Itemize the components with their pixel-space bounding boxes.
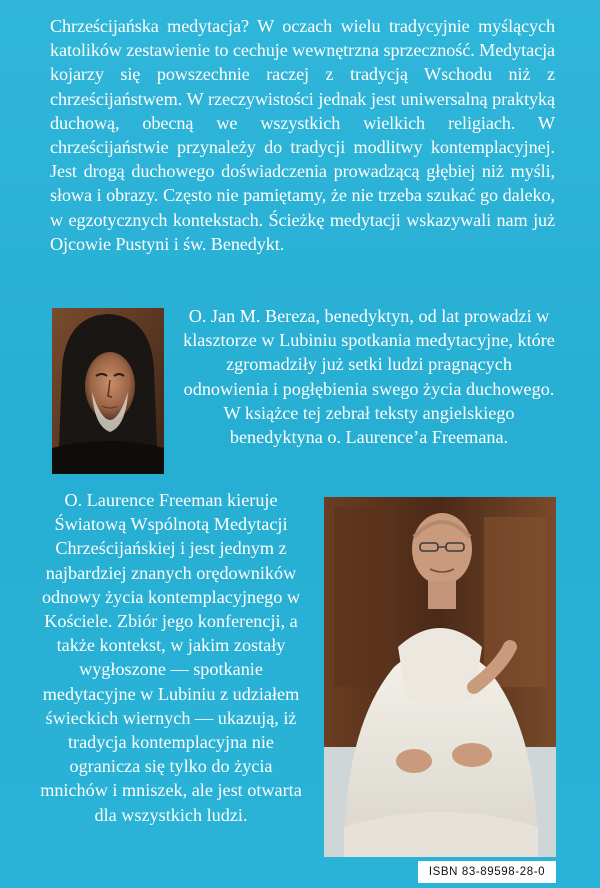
- portrait-image: [52, 308, 164, 474]
- isbn-text: ISBN 83-89598-28-0: [428, 866, 546, 878]
- portrait-jan-bereza: [52, 308, 164, 474]
- isbn-barcode-label: [418, 861, 556, 883]
- bio-jan-bereza: [182, 304, 556, 449]
- bio-laurence-freeman-text: O. Laurence Freeman kieruje Światową Wspólnotą Medytacji Chrześcijańskiej i jest jednym z najbardziej znanych orędowników odnowy życia kontemplacyjnego w Kościele. Zbiór jego konferencji, a także kontekst, w jakim zostały wygłoszone — spotkanie medytacyjne w Lubiniu z udziałem świeckich wiernych — ukazują, iż tradycja kontemplacyjna nie ogranicza się tylko do życia mnichów i mniszek, ale jest otwarta dla wszystkich ludzi.: [40, 490, 302, 825]
- photo-image: [324, 497, 556, 857]
- intro-paragraph: [50, 14, 555, 256]
- intro-text: Chrześcijańska medytacja? W oczach wielu tradycyjnie myślących katolików zestawienie to cechuje wewnętrzna sprzeczność. Medytacja kojarzy się powszechnie raczej z tradycją Wschodu niż z chrześcijaństwem. W rzeczywistości jednak jest uniwersalną praktyką duchową, obecną we wszystkich wielkich religiach. W chrześcijaństwie przynależy do tradycji modlitwy kontemplacyjnej. Jest drogą duchowego doświadczenia prowadzącą głębiej niż myśli, słowa i obrazy. Często nie pamiętamy, że nie trzeba szukać go daleko, w egzotycznych kontekstach. Ścieżkę medytacji wskazywali nam już Ojcowie Pustyni i św. Benedykt.: [50, 16, 555, 254]
- photo-laurence-freeman: [324, 497, 556, 857]
- bio-jan-bereza-text: O. Jan M. Bereza, benedyktyn, od lat prowadzi w klasztorze w Lubiniu spotkania medytacyjne, które zgromadziły już setki ludzi pragnących odnowienia i pogłębienia swego życia duchowego. W książce tej zebrał teksty angielskiego benedyktyna o. Laurence’a Freemana.: [183, 306, 555, 448]
- bio-laurence-freeman: [40, 488, 302, 827]
